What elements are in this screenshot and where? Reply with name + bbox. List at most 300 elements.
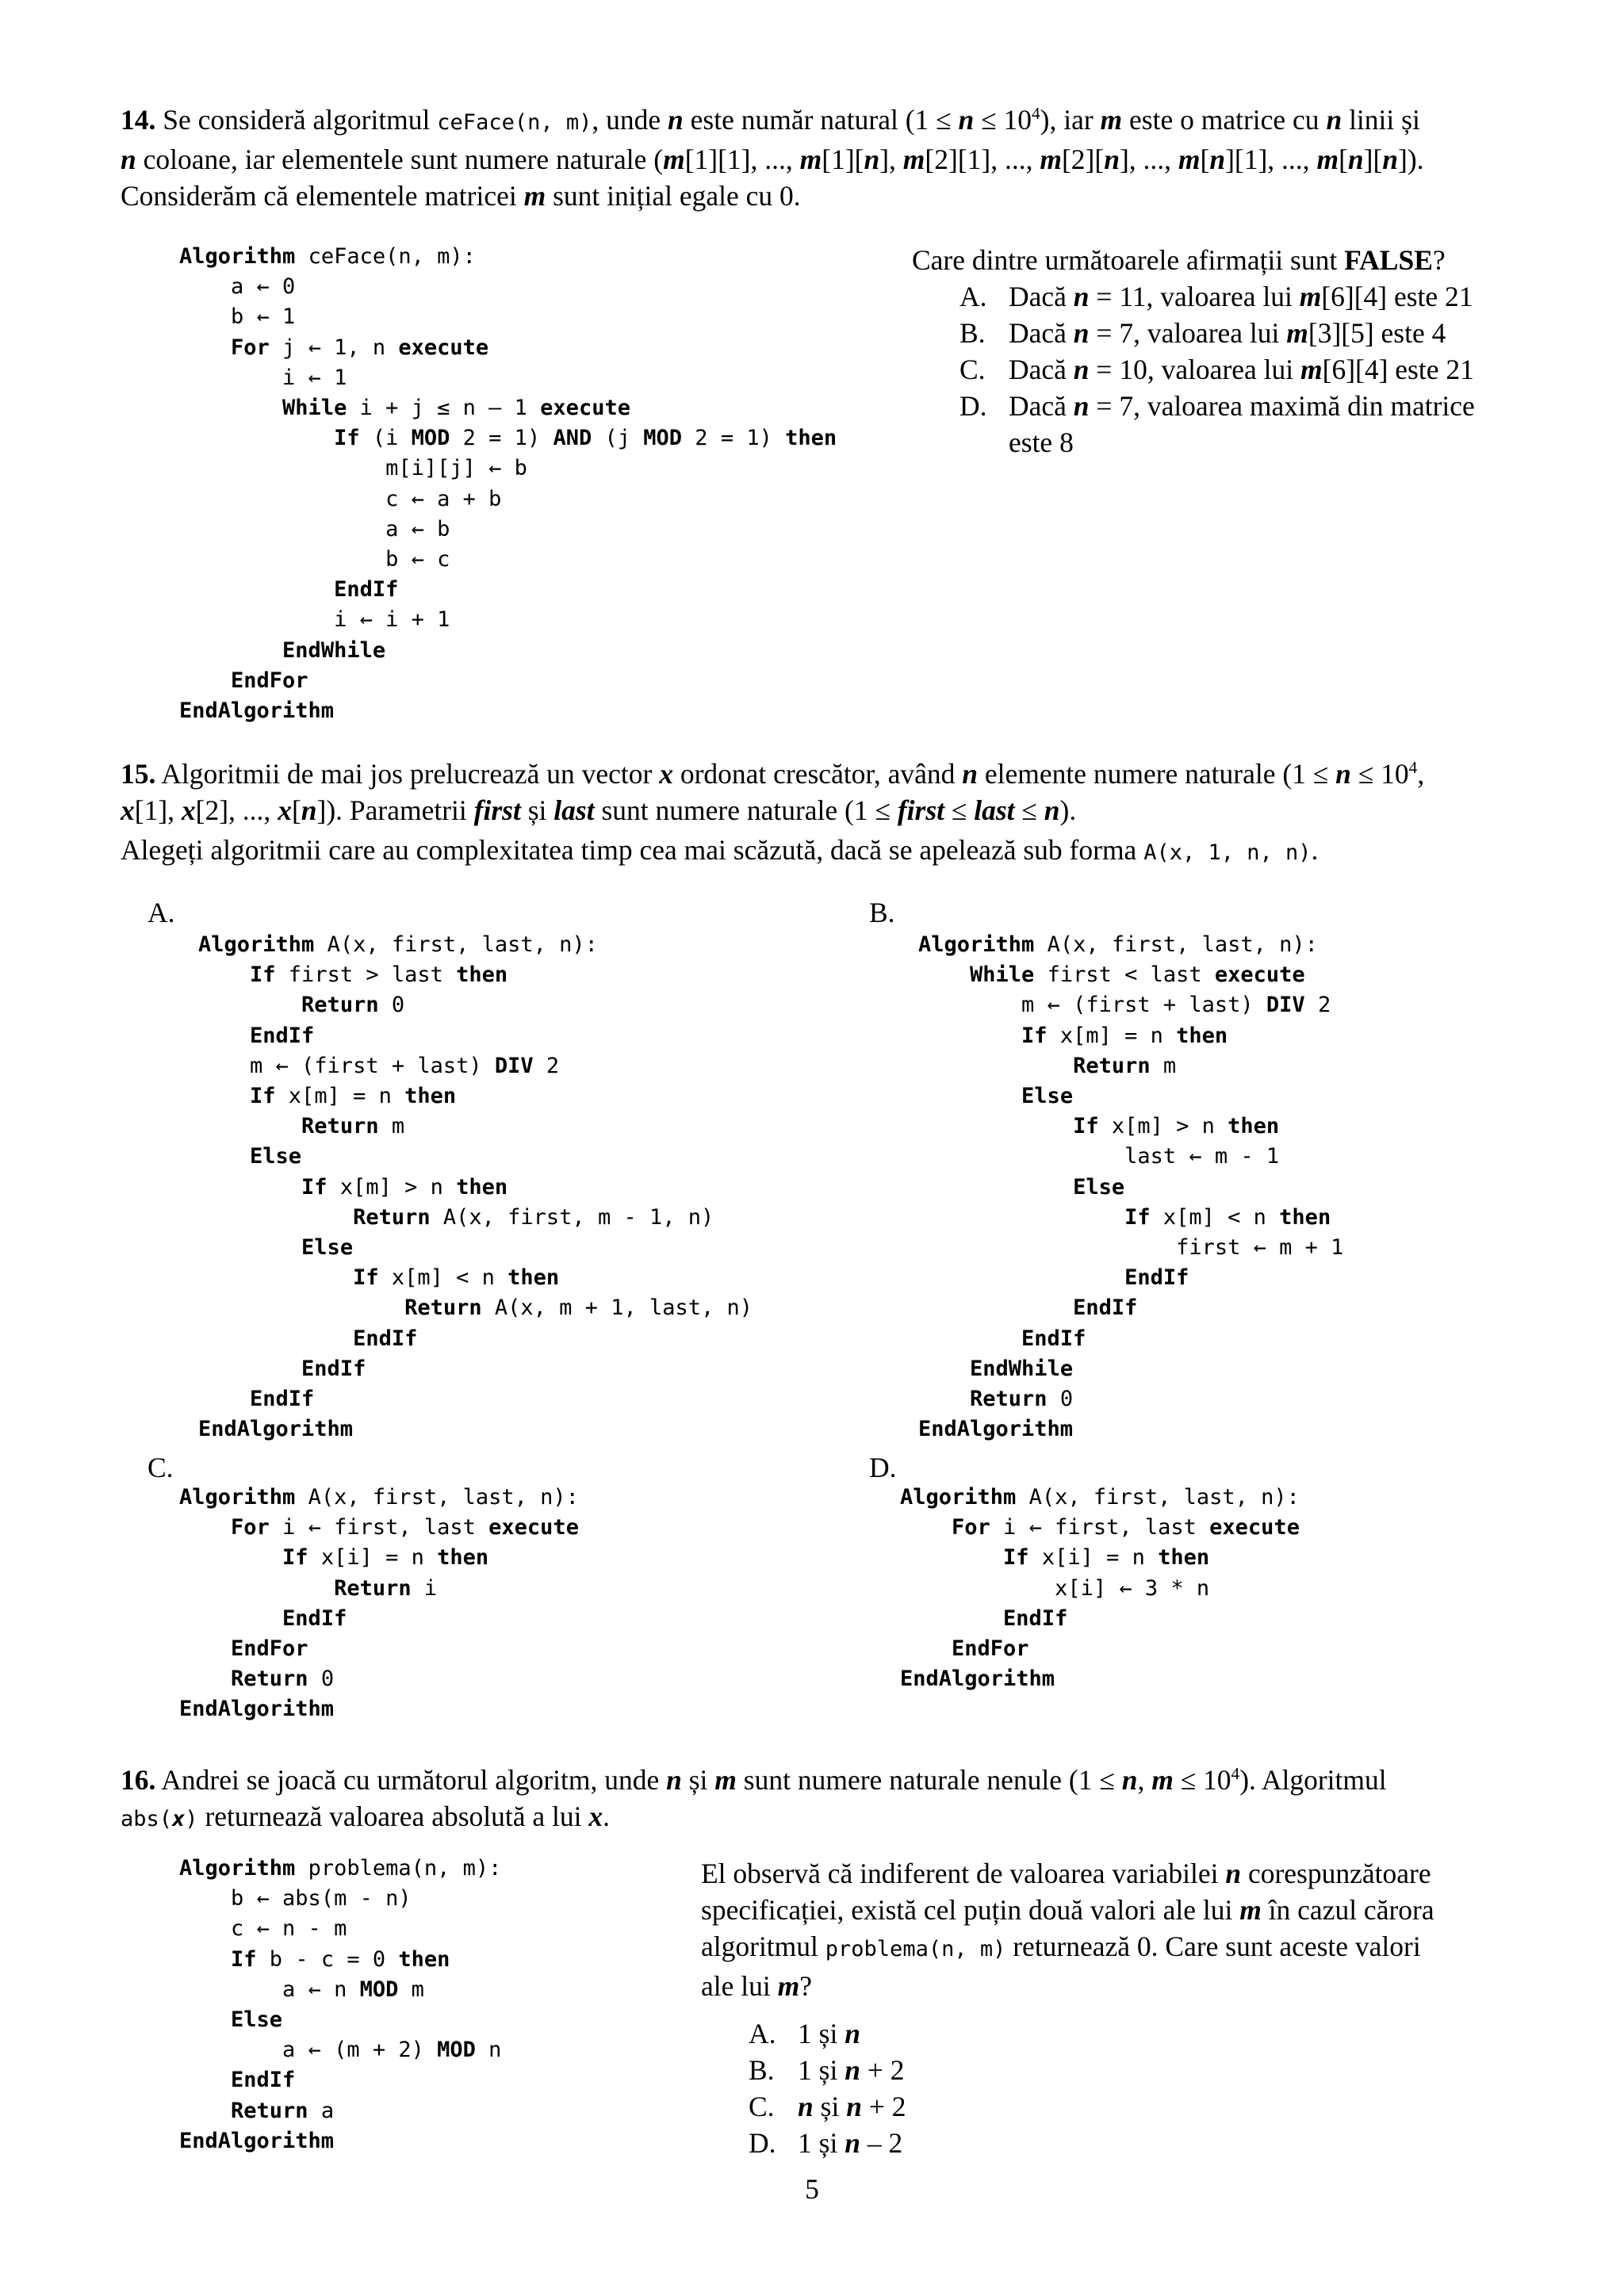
variable: n [301, 794, 317, 826]
code-text: a ← n [179, 1976, 360, 2002]
text-run: și [813, 2091, 847, 2122]
code-keyword: Algorithm [900, 1485, 1017, 1510]
code-keyword: Algorithm [179, 1856, 296, 1881]
variable: m [1151, 1764, 1174, 1796]
text-run: [6][4] este 21 [1322, 354, 1474, 385]
inline-code-variable: x [172, 1807, 186, 1831]
text-run: ? [1432, 244, 1446, 276]
variable: last [974, 794, 1015, 826]
code-keyword: EndAlgorithm [179, 698, 335, 724]
variable: first [897, 794, 945, 826]
answer-option-text [1009, 278, 1473, 315]
text-run: Andrei se joacă cu următorul algoritm, unde [155, 1764, 667, 1796]
text-run: algoritmul [701, 1931, 825, 1962]
code-keyword: then [437, 1545, 489, 1571]
code-text [198, 1295, 404, 1320]
paragraph-line [701, 1928, 1518, 1968]
q14-code-block [179, 242, 837, 726]
answer-option [959, 278, 1515, 315]
text-run: [ [1200, 144, 1210, 175]
code-text: x[i] = n [1028, 1545, 1159, 1571]
variable: m [1040, 144, 1062, 175]
variable: m [663, 144, 685, 175]
text-run: Dacă [1009, 354, 1074, 385]
text-run: [1], [134, 794, 182, 826]
code-text: A(x, first, last, n): [1016, 1485, 1300, 1510]
q14-number: 14. [121, 104, 156, 136]
q16-paragraph-lines [701, 1855, 1518, 2004]
text-run: Dacă [1009, 281, 1074, 312]
variable: m [777, 1970, 800, 2002]
text-run: [6][4] este 21 [1321, 281, 1473, 312]
text-run: ale lui [701, 1970, 778, 2002]
text-run: returnează 0. Care sunt aceste valori [1005, 1931, 1421, 1962]
code-keyword: DIV [494, 1053, 534, 1078]
text-run: sunt numere naturale nenule (1 ≤ [736, 1764, 1122, 1796]
variable: m [1299, 281, 1322, 312]
answer-option-label: D. [749, 2127, 776, 2159]
code-keyword: AND [553, 426, 592, 451]
code-text [179, 1545, 282, 1570]
variable: m [1286, 317, 1308, 349]
code-keyword: If [1021, 1023, 1048, 1048]
code-keyword: EndIf [282, 1605, 347, 1631]
paragraph-line [701, 1968, 1518, 2004]
code-keyword: EndIf [250, 1023, 315, 1048]
variable: n [1104, 144, 1120, 175]
text-run: în cazul cărora [1261, 1894, 1434, 1926]
code-text [179, 1947, 231, 1972]
code-keyword: then [398, 1946, 450, 1972]
text-run: ordonat crescător, având [672, 758, 963, 790]
code-keyword: If [1124, 1204, 1151, 1230]
q15-code-c [179, 1483, 579, 1725]
code-text [179, 1606, 282, 1631]
text-run: corespunzătoare [1241, 1858, 1431, 1889]
code-keyword: EndIf [1073, 1295, 1138, 1321]
code-keyword: then [1228, 1114, 1280, 1139]
q14-text: ≤ 10 [974, 104, 1032, 136]
code-text: x[m] > n [1098, 1114, 1228, 1139]
code-text [918, 1084, 1021, 1108]
code-keyword: then [508, 1265, 560, 1291]
code-text [198, 1235, 301, 1260]
code-text: x[m] = n [1047, 1023, 1177, 1048]
code-text [179, 426, 334, 450]
code-text: i ← first, last [269, 1515, 489, 1540]
variable: n [864, 144, 880, 175]
text-run: [ [291, 794, 301, 826]
code-keyword: If [250, 962, 276, 988]
exponent: 4 [1231, 1764, 1240, 1784]
code-text: A(x, first, last, n): [314, 932, 598, 957]
text-run: + 2 [861, 2091, 906, 2122]
code-keyword: then [456, 1174, 508, 1200]
answer-option-label: C. [749, 2091, 775, 2122]
q15-line-1 [121, 756, 1516, 792]
text-run: Dacă [1009, 317, 1074, 349]
code-keyword: MOD [359, 1976, 399, 2002]
code-text [918, 1024, 1021, 1048]
variable: first [473, 794, 521, 826]
code-keyword: For [231, 335, 270, 360]
q15-option-c-label: C. [147, 1452, 174, 1483]
exponent: 4 [1408, 758, 1418, 778]
variable: m [714, 1764, 737, 1796]
q14-line-3 [121, 178, 1516, 214]
code-text: i ← first, last [990, 1515, 1210, 1540]
code-text: 2 = 1) [682, 426, 786, 451]
code-text [918, 1326, 1021, 1351]
variable: m [1316, 144, 1339, 175]
code-keyword: Return [301, 1114, 379, 1139]
code-text [179, 2068, 231, 2092]
code-keyword: Else [250, 1144, 302, 1169]
code-text: c ← n - m [179, 1916, 347, 1942]
text-run: 1 și [798, 2127, 845, 2159]
code-keyword: then [1176, 1023, 1228, 1048]
q14-text: , unde [592, 104, 668, 136]
variable: last [553, 794, 595, 826]
text-run: ]). [1398, 144, 1424, 175]
code-text [198, 1084, 250, 1108]
code-text: last ← m - 1 [918, 1144, 1280, 1169]
code-text [179, 668, 231, 693]
code-text [198, 993, 301, 1017]
text-run: [2][ [1061, 144, 1105, 175]
code-text: 2 [1304, 993, 1331, 1018]
q15-line-2 [121, 792, 1516, 828]
code-keyword: EndFor [231, 668, 308, 693]
text-run: Algoritmii de mai jos prelucrează un vector [155, 758, 660, 790]
code-keyword: Algorithm [179, 1485, 296, 1510]
text-run: 15. [121, 758, 156, 790]
code-text: ceFace(n, m): [295, 244, 476, 269]
q15-option-b-label: B. [869, 897, 895, 928]
code-text [900, 1515, 952, 1540]
text-run: [1][1], ..., [684, 144, 800, 175]
text-run: [2][1], ..., [925, 144, 1040, 175]
code-keyword: EndAlgorithm [198, 1417, 354, 1442]
code-text: m ← (first + last) [198, 1053, 495, 1078]
code-text: 0 [378, 993, 405, 1018]
answer-option-label: C. [959, 354, 986, 385]
paragraph-line [701, 1892, 1518, 1928]
code-text [198, 1357, 301, 1381]
text-run: , [1137, 1764, 1152, 1796]
code-text: n [475, 2038, 502, 2063]
code-keyword: If [1073, 1114, 1099, 1139]
variable: m [1300, 354, 1323, 385]
code-keyword: Else [231, 2007, 283, 2033]
code-text [900, 1606, 1003, 1631]
text-run: ≤ [944, 794, 975, 826]
text-run: 1 și [798, 2054, 845, 2086]
text-run: sunt inițial egale cu 0. [546, 180, 801, 212]
text-run: 1 și [798, 2018, 845, 2049]
q15-code-a [198, 930, 753, 1445]
code-keyword: EndIf [231, 2068, 296, 2093]
answer-option [749, 2015, 1518, 2052]
text-run: Alegeți algoritmii care au complexitatea timp cea mai scăzută, dacă se apelează sub forma [121, 834, 1144, 866]
inline-code: A(x, 1, n, n) [1143, 840, 1312, 865]
q16-line-1 [121, 1762, 1516, 1798]
variable: m [1239, 1894, 1262, 1926]
q16-line-2 [121, 1798, 1516, 1838]
text-run: [3][5] este 4 [1308, 317, 1446, 349]
code-text [179, 396, 282, 420]
text-run: [ [1339, 144, 1348, 175]
variable: n [845, 2127, 860, 2159]
code-text: x[m] < n [1150, 1204, 1280, 1230]
code-keyword: Algorithm [918, 932, 1035, 957]
text-run: [2], ..., [195, 794, 278, 826]
code-text: b ← 1 [179, 304, 296, 330]
q16-options-list [701, 2015, 1518, 2161]
code-keyword: then [404, 1084, 457, 1109]
code-keyword: EndIf [334, 577, 399, 603]
exponent: 4 [1032, 104, 1040, 124]
code-text: a ← b [179, 516, 450, 541]
text-run: FALSE [1344, 244, 1433, 276]
answer-option-text [1009, 315, 1446, 351]
code-text: (i [359, 426, 412, 451]
code-text: a ← (m + 2) [179, 2038, 438, 2063]
text-run: – 2 [860, 2127, 903, 2159]
code-text: A(x, first, last, n): [295, 1485, 579, 1510]
variable: n [962, 758, 978, 790]
variable: n [1225, 1858, 1242, 1889]
q15-code-d [900, 1483, 1300, 1694]
answer-option [959, 351, 1515, 388]
code-keyword: Return [231, 1667, 308, 1692]
code-keyword: Else [1021, 1084, 1074, 1109]
text-run: ][1], ..., [1225, 144, 1317, 175]
variable: x [278, 794, 292, 826]
text-run: = 7, valoarea lui [1089, 317, 1287, 349]
code-text [198, 1175, 301, 1200]
code-text: i ← i + 1 [179, 607, 450, 633]
code-text [179, 2007, 231, 2032]
var-m: m [1100, 104, 1123, 136]
code-text: 2 [533, 1053, 560, 1078]
code-keyword: DIV [1266, 993, 1305, 1018]
code-text: j ← 1, n [269, 335, 399, 360]
code-text: 2 = 1) [450, 426, 553, 451]
code-text [179, 1576, 334, 1601]
text-run: și [520, 794, 554, 826]
answer-option [749, 2052, 1518, 2088]
q14-inline-code: ceFace(n, m) [437, 110, 592, 135]
code-keyword: execute [1209, 1515, 1300, 1540]
code-text: m [398, 1976, 424, 2002]
code-text [179, 1515, 231, 1540]
code-text [198, 1265, 353, 1290]
code-keyword: EndIf [250, 1387, 315, 1412]
code-keyword: Return [353, 1204, 431, 1230]
code-keyword: EndAlgorithm [179, 2128, 335, 2153]
text-run: + 2 [860, 2054, 905, 2086]
text-run: Considerăm că elementele matricei [121, 180, 524, 212]
code-text [198, 1024, 250, 1048]
answer-option-label: B. [749, 2054, 775, 2086]
q15-line-3 [121, 832, 1516, 871]
code-keyword: Return [1073, 1053, 1151, 1078]
variable: x [588, 1800, 603, 1832]
code-text: b ← c [179, 547, 450, 572]
code-keyword: EndAlgorithm [900, 1667, 1055, 1692]
answer-option [959, 388, 1515, 424]
code-text [179, 335, 231, 360]
text-run: ? [799, 1970, 812, 2002]
code-text: first > last [275, 962, 457, 988]
code-text [918, 1114, 1073, 1138]
code-text: x[i] = n [308, 1545, 438, 1571]
text-run: ]). Parametrii [316, 794, 474, 826]
code-text: first < last [1034, 962, 1215, 988]
q14-line-1 [121, 101, 1516, 141]
code-text [179, 2099, 231, 2123]
variable: n [1209, 144, 1226, 175]
code-keyword: If [334, 426, 360, 451]
code-keyword: For [231, 1515, 270, 1540]
text-run: , [1417, 758, 1425, 790]
code-text [900, 1545, 1003, 1570]
text-run: [1][ [822, 144, 864, 175]
variable: m [523, 180, 546, 212]
code-keyword: While [970, 962, 1035, 988]
code-text [918, 1175, 1073, 1200]
code-text: x[m] > n [327, 1174, 457, 1200]
code-keyword: Return [334, 1575, 412, 1601]
answer-option-text [798, 2052, 904, 2088]
q14-text: Se consideră algoritmul [155, 104, 438, 136]
q14-question [912, 242, 1515, 278]
code-text [198, 1326, 353, 1351]
variable: n [1335, 758, 1351, 790]
var-n: n [1326, 104, 1342, 136]
text-run: coloane, iar elementele sunt numere naturale ( [136, 144, 664, 175]
code-text [179, 577, 334, 602]
code-keyword: EndIf [353, 1326, 418, 1351]
text-run: Care dintre următoarele afirmații sunt [912, 244, 1345, 276]
variable: n [1073, 390, 1090, 422]
code-keyword: Algorithm [198, 932, 315, 957]
text-run: . [603, 1800, 610, 1832]
code-keyword: then [1279, 1204, 1331, 1230]
q16-statement [121, 1762, 1516, 1838]
code-keyword: MOD [437, 2038, 476, 2063]
answer-option [959, 315, 1515, 351]
code-text: x[m] = n [275, 1084, 405, 1109]
code-text: A(x, first, last, n): [1034, 932, 1318, 957]
text-run: = 10, valoarea lui [1089, 354, 1301, 385]
code-keyword: If [250, 1084, 276, 1109]
code-keyword: execute [540, 396, 630, 421]
code-text [198, 962, 250, 987]
var-n: n [958, 104, 975, 136]
code-text [918, 1054, 1073, 1078]
code-text [179, 1636, 231, 1661]
code-keyword: MOD [643, 426, 683, 451]
variable: m [799, 144, 822, 175]
code-keyword: Return [404, 1295, 482, 1321]
answer-option [749, 2088, 1518, 2125]
code-text: m [378, 1114, 405, 1139]
code-text: c ← a + b [179, 486, 502, 511]
code-text [179, 1667, 231, 1691]
code-keyword: then [456, 962, 508, 988]
code-keyword: EndFor [231, 1636, 308, 1662]
variable: n [1121, 1764, 1138, 1796]
text-run: = 7, valoarea maximă din matrice [1089, 390, 1475, 422]
code-keyword: execute [398, 335, 489, 360]
code-keyword: Algorithm [179, 244, 296, 269]
answer-option-text [798, 2088, 906, 2125]
code-keyword: EndIf [301, 1356, 366, 1381]
code-text [198, 1387, 250, 1411]
inline-code: problema(n, m) [825, 1937, 1006, 1961]
code-keyword: If [353, 1265, 379, 1291]
text-run: elemente numere naturale (1 ≤ [977, 758, 1336, 790]
code-text: b - c = 0 [256, 1946, 399, 1972]
code-text: m[i][j] ← b [179, 456, 527, 481]
answer-option-text [798, 2015, 860, 2052]
code-text: a ← 0 [179, 274, 296, 300]
variable: n [121, 144, 136, 175]
code-text [918, 1205, 1124, 1230]
code-text: A(x, m + 1, last, n) [481, 1295, 753, 1321]
code-keyword: EndIf [1003, 1605, 1068, 1631]
text-run: sunt numere naturale (1 ≤ [594, 794, 898, 826]
code-text [918, 962, 970, 987]
inline-code: abs( [121, 1807, 173, 1831]
text-run: și [681, 1764, 715, 1796]
code-keyword: MOD [411, 426, 450, 451]
variable: x [121, 794, 135, 826]
q14-text: este număr natural (1 ≤ [683, 104, 959, 136]
q14-text: linii și [1342, 104, 1420, 136]
code-text [918, 1265, 1124, 1290]
code-keyword: If [301, 1174, 327, 1200]
text-run: ][ [1363, 144, 1383, 175]
variable: n [845, 2054, 860, 2086]
code-text: i ← 1 [179, 365, 347, 390]
text-run: = 11, valoarea lui [1089, 281, 1300, 312]
code-text: x[i] ← 3 * n [900, 1575, 1210, 1601]
code-keyword: EndIf [1021, 1326, 1086, 1351]
q14-text: este o matrice cu [1122, 104, 1327, 136]
code-text: (j [592, 426, 644, 451]
inline-code: ) [185, 1807, 198, 1831]
q14-options-list [912, 278, 1515, 424]
code-text: 0 [308, 1667, 335, 1692]
variable: n [846, 2091, 862, 2122]
variable: n [798, 2091, 814, 2122]
code-keyword: Return [970, 1387, 1048, 1412]
code-keyword: EndFor [952, 1636, 1029, 1662]
q14-statement [121, 101, 1516, 214]
variable: n [666, 1764, 682, 1796]
answer-option-label: A. [749, 2018, 776, 2049]
code-keyword: execute [488, 1515, 579, 1540]
text-run: specificației, există cel puțin două valori ale lui [701, 1894, 1240, 1926]
code-keyword: execute [1214, 962, 1305, 988]
code-text: i + j ≤ n – 1 [347, 396, 541, 421]
code-keyword: EndAlgorithm [179, 1697, 335, 1722]
code-text [198, 1114, 301, 1138]
answer-option-text [1009, 351, 1474, 388]
